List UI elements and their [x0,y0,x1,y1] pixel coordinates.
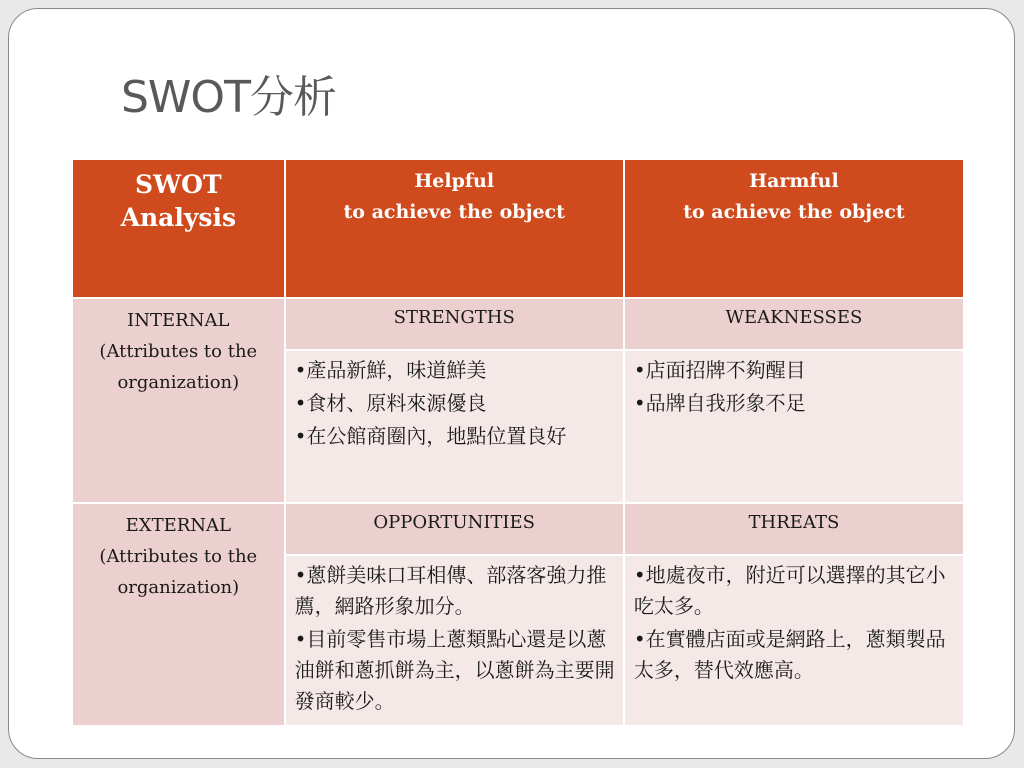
list-item: •目前零售市場上蔥類點心還是以蔥油餅和蔥抓餅為主，以蔥餅為主要開發商較少。 [294,627,615,713]
threats-label: THREATS [624,503,964,555]
internal-row-header: INTERNAL (Attributes to the organization) [72,298,285,503]
list-item: •店面招牌不夠醒目 [633,358,806,382]
swot-analysis-header: SWOT Analysis [72,159,285,298]
harmful-header: Harmful to achieve the object [624,159,964,298]
weaknesses-label: WEAKNESSES [624,298,964,350]
threats-list [624,555,964,726]
list-item: •品牌自我形象不足 [633,391,806,415]
opportunities-label: OPPORTUNITIES [285,503,624,555]
helpful-header: Helpful to achieve the object [285,159,624,298]
strengths-label: STRENGTHS [285,298,624,350]
slide [8,8,1015,759]
list-item: •在公館商圈內，地點位置良好 [294,424,567,448]
internal-category-row [72,298,964,350]
list-item: •蔥餅美味口耳相傳、部落客強力推薦，網路形象加分。 [294,563,607,618]
list-item: •產品新鮮，味道鮮美 [294,358,487,382]
opportunities-list [285,555,624,726]
table-header-row [72,159,964,298]
external-row-header: EXTERNAL (Attributes to the organization) [72,503,285,726]
list-item: •在實體店面或是網路上，蔥類製品太多，替代效應高。 [633,627,946,682]
swot-table [71,158,965,727]
external-category-row [72,503,964,555]
list-item: •食材、原料來源優良 [294,391,487,415]
list-item: •地處夜市，附近可以選擇的其它小吃太多。 [633,563,946,618]
weaknesses-list [624,350,964,503]
strengths-list [285,350,624,503]
slide-title: SWOT分析 [121,72,336,123]
